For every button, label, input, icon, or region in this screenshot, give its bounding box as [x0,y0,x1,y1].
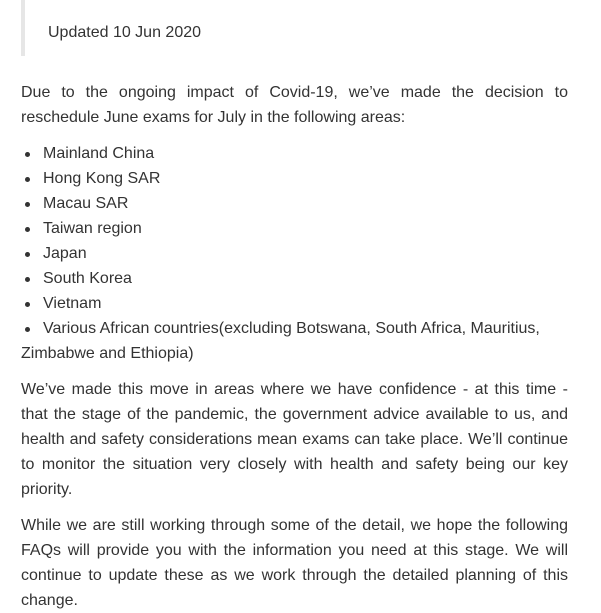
list-item: South Korea [21,266,568,291]
list-item: Hong Kong SAR [21,166,568,191]
list-item: Macau SAR [21,191,568,216]
list-item: Mainland China [21,141,568,166]
update-blockquote [21,0,568,56]
list-item: Vietnam [21,291,568,316]
faqs-paragraph: While we are still working through some of the detail, we hope the following FAQs will provide you with the information you need at this stage. We will continue to update these as we work through the detailed planning of this change. [21,517,568,609]
list-item: Various African countries(excluding Botswana, South Africa, Mauritius, Zimbabwe and Ethiopia) [21,316,568,366]
confidence-paragraph: We’ve made this move in areas where we have confidence - at this time - that the stage of the pandemic, the government advice available to us, and health and safety considerations mean exams can take place. We’ll continue to monitor the situation very closely with health and safety being our key priority. [21,381,568,498]
list-item: Taiwan region [21,216,568,241]
list-item: Japan [21,241,568,266]
intro-paragraph: Due to the ongoing impact of Covid-19, we’ve made the decision to reschedule June exams for July in the following areas: [21,84,568,126]
region-list [21,141,568,366]
article-content [21,0,568,613]
updated-date: Updated 10 Jun 2020 [48,24,202,41]
